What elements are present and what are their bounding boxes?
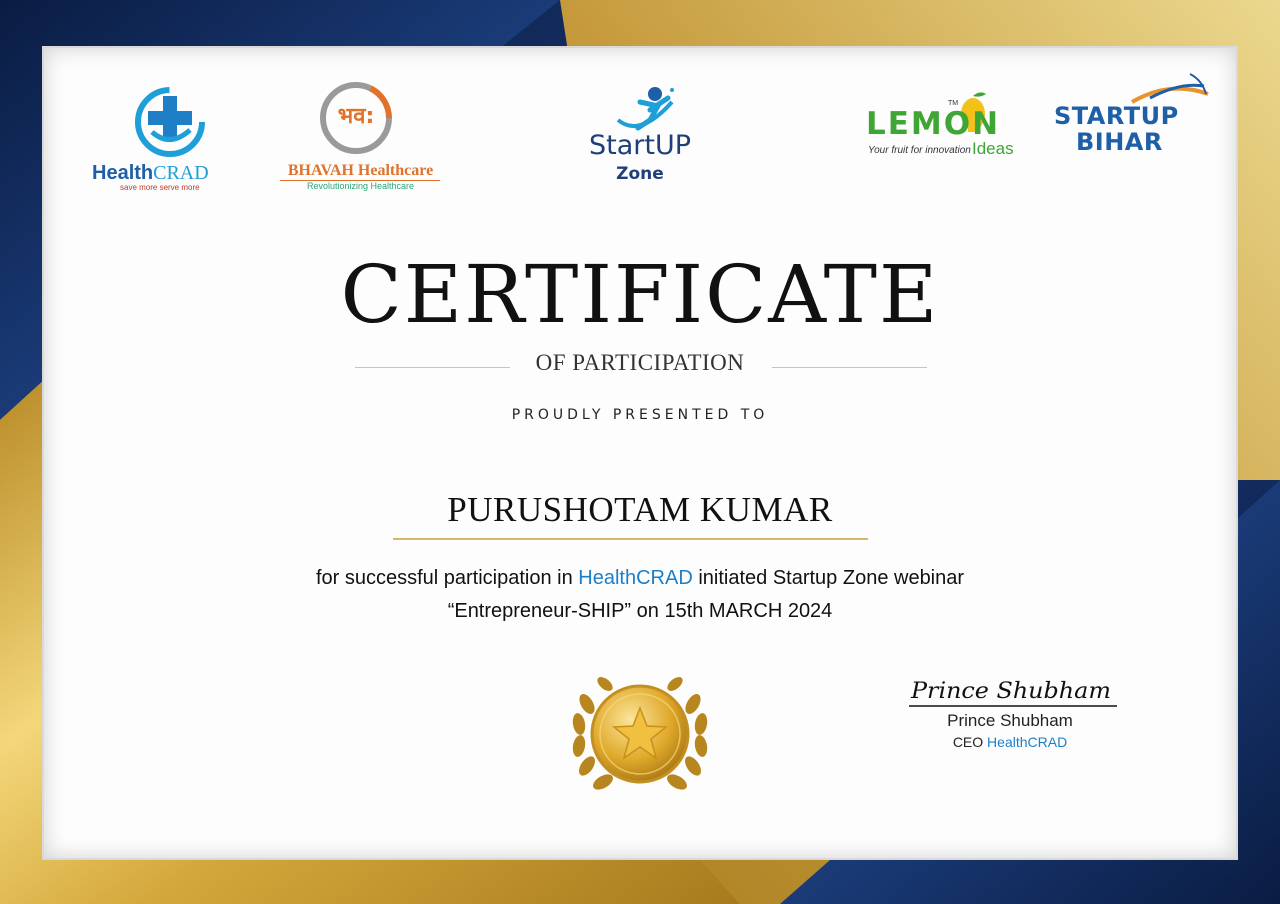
startup-zone-line1: StartUP [588, 130, 691, 161]
signatory-role-org: HealthCRAD [987, 734, 1068, 750]
participation-text-line2: “Entrepreneur-SHIP” on 15th MARCH 2024 [447, 600, 833, 622]
healthcrad-name-crad: CRAD [153, 162, 209, 184]
lemon-tagline: Your fruit for innovation [868, 145, 971, 156]
subtitle-rule-right [772, 367, 927, 368]
participation-prefix: for successful participation in [315, 567, 579, 589]
healthcrad-emblem-icon [130, 82, 210, 162]
signatory-name: Prince Shubham [947, 711, 1073, 730]
startup-bihar-line1: STARTUP [1054, 102, 1179, 130]
participation-text-line1 [140, 567, 1140, 590]
signatory-role-title: CEO [952, 734, 988, 750]
ceo-signature-icon [905, 668, 1120, 710]
startup-zone-logo [575, 80, 705, 190]
presented-to-label: PROUDLY PRESENTED TO [511, 407, 769, 423]
healthcrad-tagline: save more serve more [120, 183, 200, 192]
signatory-role [910, 734, 1110, 750]
startup-bihar-line2: BIHAR [1076, 128, 1163, 156]
bhavah-name: BHAVAH Healthcare [287, 162, 434, 179]
gold-star-medal-icon [565, 664, 715, 804]
bhavah-tagline: Revolutionizing Healthcare [306, 181, 415, 191]
certificate-subtitle: OF PARTICIPATION [535, 350, 745, 375]
participation-org: HealthCRAD [578, 567, 693, 589]
healthcrad-logo [90, 82, 255, 192]
startup-zone-line2: Zone [616, 164, 664, 184]
signature-script: Prince Shubham [909, 679, 1111, 704]
bhavah-mark: भव: [337, 104, 375, 129]
startup-bihar-logo [1050, 72, 1215, 157]
participation-suffix: initiated Startup Zone webinar [692, 567, 965, 589]
recipient-underline [393, 538, 868, 540]
lemon-tm: TM [948, 100, 959, 107]
bhavah-logo [278, 80, 448, 195]
certificate-title: CERTIFICATE [340, 248, 940, 341]
lemon-ideas-word: Ideas [972, 139, 1014, 158]
subtitle-rule-left [355, 367, 510, 368]
lemon-ideas-logo [862, 88, 1027, 163]
healthcrad-name-health: Health [92, 162, 154, 184]
lemon-word: LEMON [866, 106, 1001, 142]
recipient-name: PURUSHOTAM KUMAR [447, 490, 833, 529]
